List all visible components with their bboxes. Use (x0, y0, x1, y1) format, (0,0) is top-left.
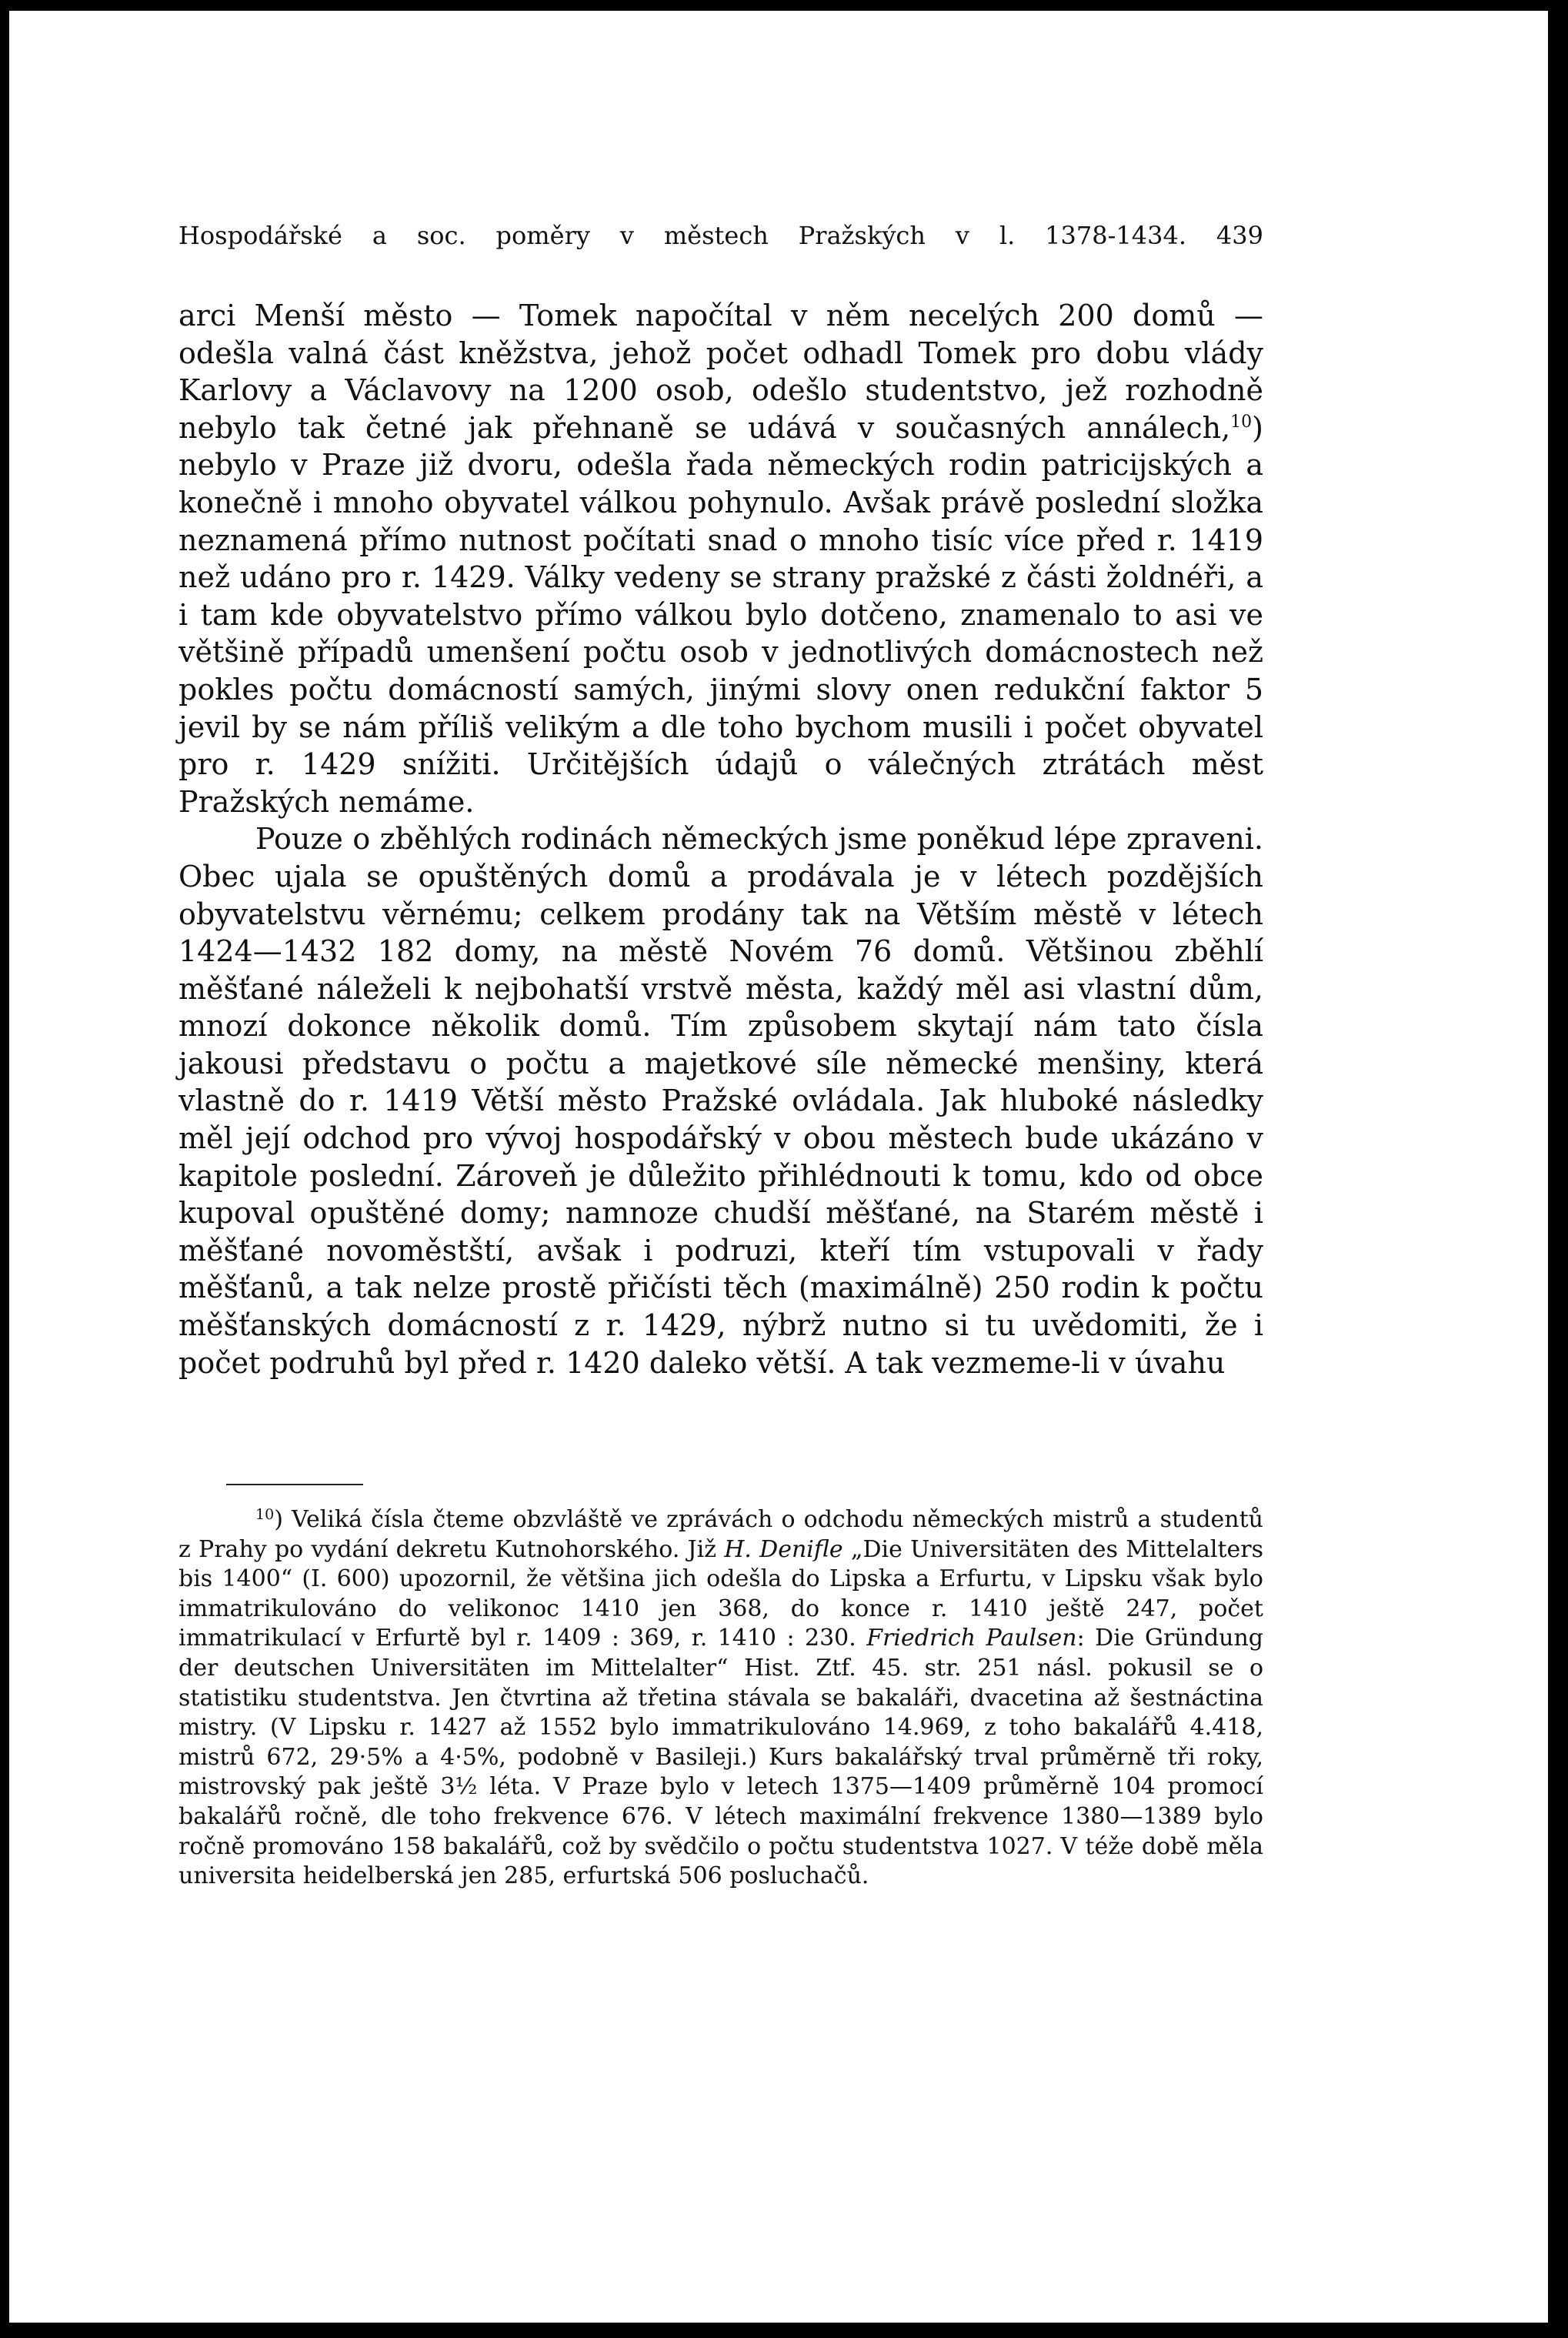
paragraph-1-part-a: arci Menší město — Tomek napočítal v něm necelých 200 domů — odešla valná část kněžstva, jehož počet odhadl Tomek pro dobu vlády Karlovy a Václavovy na 1200 osob, odešlo studentstvo, jež rozhodně nebylo tak četné jak přehnaně se udává v současných annálech, (178, 299, 1263, 445)
footnote-reference: 10 (1230, 412, 1253, 432)
footnote-text-c: : Die Gründung der deutschen Universitäten im Mittelalter“ Hist. Ztf. 45. str. 251 násl. pokusil se o statistiku studentstva. Jen čtvrtina až třetina stávala se bakaláři, dvacetina až šestnáctina mistry. (V Lipsku r. 1427 až 1552 bylo immatrikulováno 14.969, z toho bakalářů 4.418, mistrů 672, 29·5% a 4·5%, podobně v Basileji.) Kurs bakalářský trval průměrně tři roky, mistrovský pak ještě 3½ léta. V Praze bylo v letech 1375—1409 průměrně 104 promocí bakalářů ročně, dle toho frekvence 676. V létech maximální frekvence 1380—1389 bylo ročně promováno 158 bakalářů, což by svědčilo o počtu studentstva 1027. V téže době měla universita heidelberská jen 285, erfurtská 506 posluchačů. (178, 1625, 1263, 1890)
footnote (178, 1505, 1263, 1892)
footnote-author-paulsen: Friedrich Paulsen (866, 1625, 1077, 1652)
page-number: 439 (1216, 221, 1263, 250)
paragraph-2: Pouze o zběhlých rodinách německých jsme poněkud lépe zpraveni. Obec ujala se opuštěných domů a prodávala je v létech pozdějších obyvatelstvu věrnému; celkem prodány tak na Větším městě v létech 1424—1432 182 domy, na městě Novém 76 domů. Většinou zběhlí měšťané náleželi k nejbohatší vrstvě města, každý měl asi vlastní dům, mnozí dokonce několik domů. Tím způsobem skytají nám tato čísla jakousi představu o počtu a majetkové síle německé menšiny, která vlastně do r. 1419 Větší město Pražské ovládala. Jak hluboké následky měl její odchod pro vývoj hospodářský v obou městech bude ukázáno v kapitole poslední. Zároveň je důležito přihlédnouti k tomu, kdo od obce kupoval opuštěné domy; namnoze chudší měšťané, na Starém městě i měšťané novoměstští, avšak i podruzi, kteří tím vstupovali v řady měšťanů, a tak nelze prostě přičísti těch (maximálně) 250 rodin k počtu měšťanských domácností z r. 1429, nýbrž nutno si tu uvědomiti, že i počet podruhů byl před r. 1420 daleko větší. A tak vezmeme-li v úvahu (178, 822, 1263, 1380)
paragraph-1 (178, 297, 1263, 820)
main-text (178, 297, 1263, 1381)
book-page (9, 11, 1548, 2323)
footnote-author-denifle: H. Denifle (724, 1535, 843, 1563)
footnote-text-a: ) Veliká čísla čteme obzvláště ve zprávách o odchodu německých mistrů a studentů z Prahy po vydání dekretu Kutnohorského. Již (178, 1506, 1263, 1563)
running-title: Hospodářské a soc. poměry v městech Pražských v l. 1378-1434. (178, 221, 1187, 250)
running-head (178, 220, 1263, 251)
footnote-text-b: „Die Universitäten des Mittelalters bis 1400“ (I. 600) upozornil, že většina jich odešla do Lipska a Erfurtu, v Lipsku však bylo immatrikulováno do velikonoc 1410 jen 368, do konce r. 1410 ještě 247, počet immatrikulací v Erfurtě byl r. 1409 : 369, r. 1410 : 230. (178, 1535, 1263, 1652)
paragraph-1-part-b: ) nebylo v Praze již dvoru, odešla řada německých rodin patricijských a konečně i mnoho obyvatel válkou pohynulo. Avšak právě poslední složka neznamená přímo nutnost počítati snad o mnoho tisíc více před r. 1419 než udáno pro r. 1429. Války vedeny se strany pražské z části žoldnéři, a i tam kde obyvatelstvo přímo válkou bylo dotčeno, znamenalo to asi ve většině případů umenšení počtu osob v jednotlivých domácnostech než pokles počtu domácností samých, jinými slovy onen redukční faktor 5 jevil by se nám příliš velikým a dle toho bychom musili i počet obyvatel pro r. 1429 snížiti. Určitějších údajů o válečných ztrátách měst Pražských nemáme. (178, 410, 1263, 819)
footnote-number: 10 (255, 1506, 275, 1523)
footnote-divider (226, 1484, 363, 1485)
